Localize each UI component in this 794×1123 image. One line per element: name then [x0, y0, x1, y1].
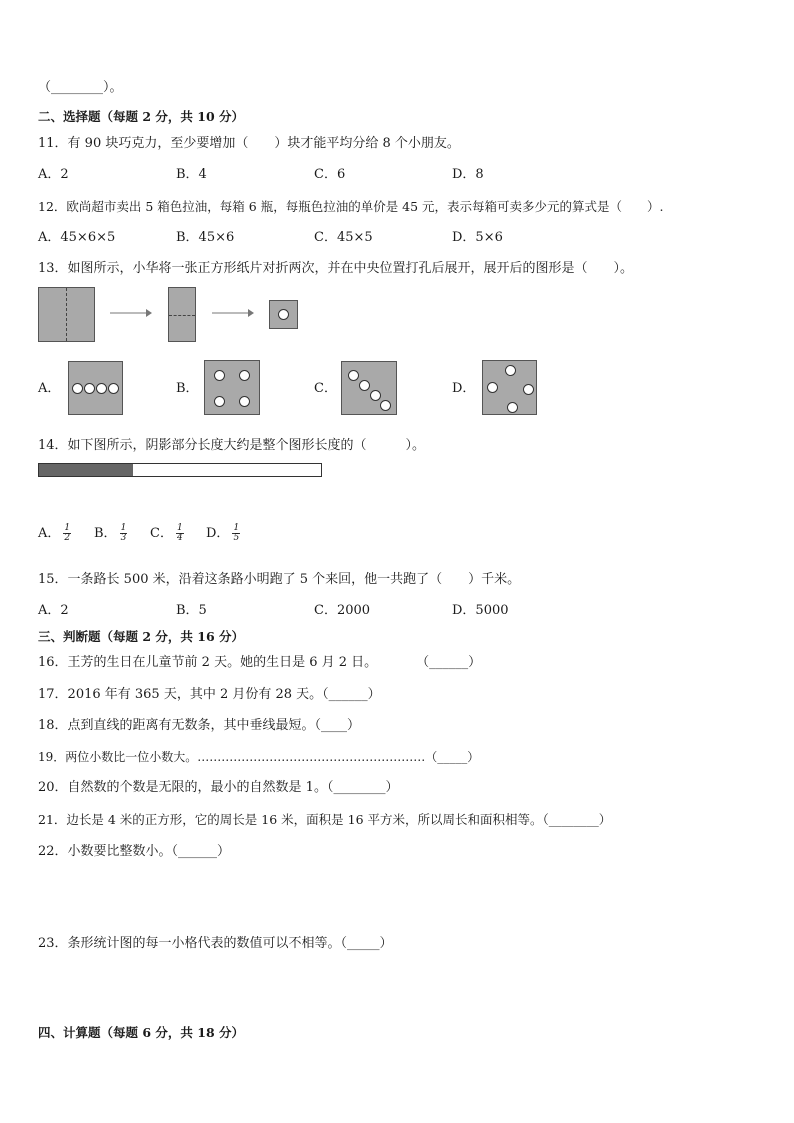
- q14-stem: 14．如下图所示，阴影部分长度大约是整个图形长度的（ ）。: [38, 438, 426, 453]
- arrow-icon: [212, 308, 254, 318]
- hole: [214, 370, 225, 381]
- q12-option-d: D．5×6: [452, 230, 503, 245]
- q16-statement: 16．王芳的生日在儿童节前 2 天。她的生日是 6 月 2 日。 （______）: [38, 655, 482, 670]
- q13-option-c-label: C．: [314, 381, 337, 396]
- q12-option-a: A．45×6×5: [38, 230, 116, 245]
- paper-folded-once: [168, 287, 196, 342]
- arrow-icon: [110, 308, 152, 318]
- q12-option-c: C．45×5: [314, 230, 373, 245]
- hole: [96, 383, 107, 394]
- q11-stem: 11．有 90 块巧克力，至少要增加（ ）块才能平均分给 8 个小朋友。: [38, 136, 460, 151]
- hole: [505, 365, 516, 376]
- hole: [239, 370, 250, 381]
- q12-option-b: B．45×6: [176, 230, 235, 245]
- fold-line-vertical: [66, 288, 67, 341]
- section-2-title: 二、选择题（每题 2 分，共 10 分）: [38, 109, 245, 124]
- q15-option-b: B．5: [176, 603, 207, 618]
- paper-square: [38, 287, 95, 342]
- hole: [108, 383, 119, 394]
- hole: [380, 400, 391, 411]
- q17-statement: 17．2016 年有 365 天，其中 2 月份有 28 天。（______）: [38, 687, 381, 702]
- q14-shaded-part: [39, 464, 133, 476]
- q14-option-a: A． $\frac{1}{2}$: [38, 523, 71, 543]
- q11-option-b: B．4: [176, 167, 207, 182]
- q13-option-a-figure: [68, 361, 123, 415]
- q11-option-a: A．2: [38, 167, 69, 182]
- section-4-title: 四、计算题（每题 6 分，共 18 分）: [38, 1025, 245, 1040]
- hole: [523, 384, 534, 395]
- q11-option-d: D．8: [452, 167, 484, 182]
- q13-option-d-label: D．: [452, 381, 476, 396]
- q13-option-c-figure: [341, 361, 397, 415]
- q11-option-c: C．6: [314, 167, 346, 182]
- section-3-title: 三、判断题（每题 2 分，共 16 分）: [38, 629, 245, 644]
- q14-option-b: B． $\frac{1}{3}$: [94, 523, 127, 543]
- q13-option-d-figure: [482, 360, 537, 415]
- hole: [487, 382, 498, 393]
- q15-option-d: D．5000: [452, 603, 509, 618]
- q13-option-b-figure: [204, 360, 260, 415]
- q14-length-bar: [38, 463, 322, 477]
- fold-line-horizontal: [169, 315, 195, 316]
- q14-option-d: D． $\frac{1}{5}$: [206, 523, 240, 543]
- q22-statement: 22．小数要比整数小。（______）: [38, 844, 231, 859]
- q21-statement: 21．边长是 4 米的正方形，它的周长是 16 米，面积是 16 平方米，所以周长和面积相等。（________）: [38, 812, 612, 827]
- q20-statement: 20．自然数的个数是无限的，最小的自然数是 1。（________）: [38, 780, 399, 795]
- q13-option-b-label: B．: [176, 381, 199, 396]
- q13-option-a-label: A．: [38, 381, 61, 396]
- q12-stem: 12．欧尚超市卖出 5 箱色拉油，每箱 6 瓶，每瓶色拉油的单价是 45 元，表示每箱可卖多少元的算式是（ ）.: [38, 199, 664, 214]
- hole: [370, 390, 381, 401]
- hole: [84, 383, 95, 394]
- hole: [359, 380, 370, 391]
- hole: [72, 383, 83, 394]
- q13-stem: 13．如图所示，小华将一张正方形纸片对折两次，并在中央位置打孔后展开，展开后的图形是（ ）。: [38, 261, 634, 276]
- hole: [239, 396, 250, 407]
- punch-hole: [278, 309, 289, 320]
- q23-statement: 23．条形统计图的每一小格代表的数值可以不相等。（_____）: [38, 936, 393, 951]
- paper-folded-twice-punched: [269, 300, 298, 329]
- top-answer-blank: （________）。: [38, 80, 123, 95]
- q13-fold-sequence: [38, 286, 338, 346]
- q15-option-c: C．2000: [314, 603, 371, 618]
- hole: [348, 370, 359, 381]
- q14-option-c: C． $\frac{1}{4}$: [150, 523, 183, 543]
- q15-stem: 15．一条路长 500 米，沿着这条路小明跑了 5 个来回，他一共跑了（ ）千米。: [38, 572, 521, 587]
- q15-option-a: A．2: [38, 603, 69, 618]
- hole: [214, 396, 225, 407]
- q18-statement: 18．点到直线的距离有无数条，其中垂线最短。（____）: [38, 718, 361, 733]
- hole: [507, 402, 518, 413]
- q19-statement: 19．两位小数比一位小数大。…………………………………………………（_____）: [38, 750, 480, 764]
